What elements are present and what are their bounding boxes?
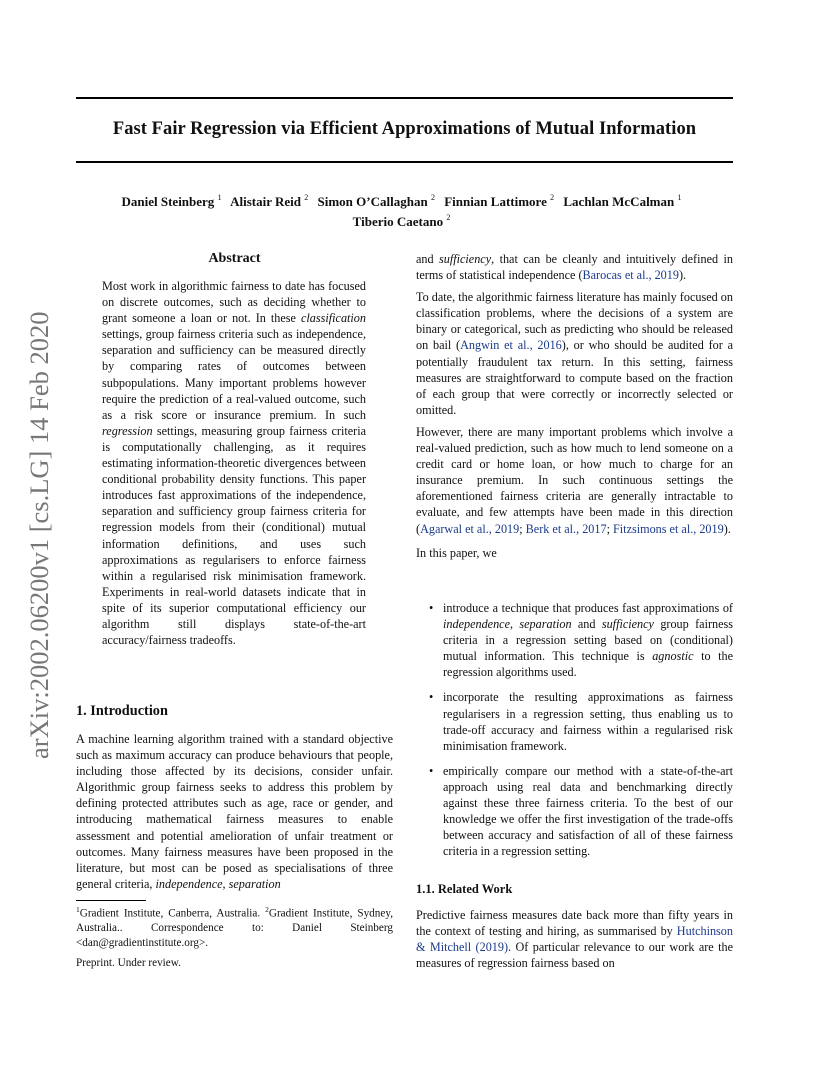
- citation-link[interactable]: Fitzsimons et al., 2019: [613, 521, 724, 536]
- author: [318, 194, 435, 209]
- contribution-list: [416, 600, 733, 868]
- citation-link[interactable]: Angwin et al., 2016: [460, 338, 562, 353]
- author-name: Finnian Lattimore: [444, 194, 547, 209]
- author: [353, 214, 451, 229]
- preprint-note: Preprint. Under review.: [76, 957, 181, 969]
- list-item: • introduce a technique that produces fast approximations of independence, separation and sufficiency group fairness criteria in a regression setting based on (conditional) mutual information. This technique is agnostic to the regression algorithms used.: [429, 601, 734, 680]
- related-work-body: [416, 907, 733, 971]
- bullet-icon: •: [429, 601, 434, 615]
- author-name: Simon O’Callaghan: [317, 194, 428, 209]
- bullet-icon: •: [429, 690, 434, 705]
- abstract-paragraph: Most work in algorithmic fairness to date has focused on discrete outcomes, such as deciding whether to grant someone a loan or not. In these classification settings, group fairness criteria such as independence, separation and sufficiency can be measured directly by comparing rates of outcomes between subpopulations. Many important problems however require the prediction of a real-valued outcome, such as a risk score or insurance premium. In such regression settings, measuring group fairness criteria is computationally challenging, as it requires estimating information-theoretic divergences between conditional probability density functions. This paper introduces fast approximations of the independence, separation and sufficiency group fairness criteria for regression models from their (conditional) mutual information definitions, and uses such approximations as regularisers to enforce fairness within a regularised risk minimisation framework. Experiments in real-world datasets indicate that in spite of its superior computational efficiency our algorithm still displays state-of-the-art accuracy/fairness tradeoffs.: [102, 279, 366, 648]
- author: [122, 194, 222, 209]
- intro-heading: 1. Introduction: [76, 703, 168, 719]
- author: [563, 194, 681, 209]
- paragraph: However, there are many important problems which involve a real-valued prediction, such as how much to lend someone on a credit card or home loan, or how much to charge for an insurance premium. In such continuous settings the aforementioned fairness criteria are generally intractable to evaluate, and few attempts have been made in this direction (Agarwal et al., 2019; Berk et al., 2017; Fitzsimons et al., 2019).: [416, 424, 733, 536]
- citation-link[interactable]: Barocas et al., 2019: [582, 268, 679, 283]
- bullet-icon: •: [429, 763, 434, 778]
- title-bottom-rule: [76, 161, 733, 163]
- author-name: Lachlan McCalman: [563, 194, 675, 209]
- abstract-body: [102, 278, 366, 648]
- affiliation-mark: 2: [304, 193, 309, 202]
- paragraph: In this paper, we: [416, 545, 497, 560]
- author-list: [76, 190, 733, 230]
- citation-link[interactable]: Agarwal et al., 2019: [420, 521, 520, 536]
- affiliation-mark: 1: [217, 193, 222, 202]
- author: [444, 194, 554, 209]
- citation-link[interactable]: Berk et al., 2017: [525, 521, 607, 536]
- affiliations-footnote: $^1$Gradient Institute, Canberra, Australia. $^2$Gradient Institute, Sydney, Australia.. Correspondence to: Daniel Steinberg <dan@gradientinstitute.org>.: [76, 905, 393, 949]
- intro-body: [76, 731, 393, 892]
- author-name: Daniel Steinberg: [121, 194, 215, 209]
- abstract-heading: Abstract: [208, 251, 261, 266]
- right-column-upper: [416, 251, 733, 561]
- affiliation-mark: 2: [430, 193, 435, 202]
- paragraph: Predictive fairness measures date back more than fifty years in the context of testing and hiring, as summarised by Hutchinson & Mitchell (2019). Of particular relevance to our work are the measures of regression fairness based on: [416, 908, 733, 971]
- citation-link[interactable]: Hutchinson & Mitchell (2019): [416, 924, 733, 955]
- list-item: • empirically compare our method with a state-of-the-art approach using real data and benchmarking directly against these three fairness criteria. To the best of our knowledge we offer the first investigation of the trade-offs between accuracy and satisfaction of all of these fairness criteria in a regression setting.: [429, 763, 733, 859]
- list-item: • incorporate the resulting approximations as fairness regularisers in a regression setting, thus enabling us to trade-off accuracy and fairness within a regularised risk minimisation framework.: [429, 690, 733, 753]
- intro-paragraph: A machine learning algorithm trained with a standard objective such as maximum accuracy can produce behaviours that people, including those affected by its decisions, consider unfair. Algorithmic group fairness seeks to address this problem by defining protected attributes such as age, race or gender, and introducing mathematical fairness measures to enable assessment and potential amelioration of unfair treatment or outcomes. Many fairness measures have been proposed in the literature, but most can be posed as specialisations of three general criteria, independence, separation: [76, 732, 393, 891]
- author: [230, 194, 308, 209]
- arxiv-stamp-text: arXiv:2002.06200v1 [cs.LG] 14 Feb 2020: [24, 311, 54, 759]
- paper-title: Fast Fair Regression via Efficient Approximations of Mutual Information: [112, 119, 697, 139]
- footnote-rule: [76, 900, 146, 901]
- paragraph: To date, the algorithmic fairness literature has mainly focused on classification problems, where the decisions of a system are binary or categorical, such as predicting who should be released on bail (Angwin et al., 2016), or who should be audited for a potentially fraudulent tax return. In this setting, fairness measures are straightforward to compute based on the fraction of each group that were correctly or incorrectly selected or omitted.: [416, 290, 733, 417]
- related-work-heading: 1.1. Related Work: [416, 882, 513, 896]
- affiliation-mark: 2: [446, 213, 451, 222]
- affiliation-mark: 2: [550, 193, 555, 202]
- author-name: Alistair Reid: [230, 194, 302, 209]
- author-name: Tiberio Caetano: [352, 214, 444, 229]
- title-top-rule: [76, 97, 733, 99]
- arxiv-side-stamp: [24, 287, 54, 759]
- affiliation-mark: 1: [677, 193, 682, 202]
- paragraph: and sufficiency, that can be cleanly and intuitively defined in terms of statistical independence (Barocas et al., 2019).: [416, 252, 733, 283]
